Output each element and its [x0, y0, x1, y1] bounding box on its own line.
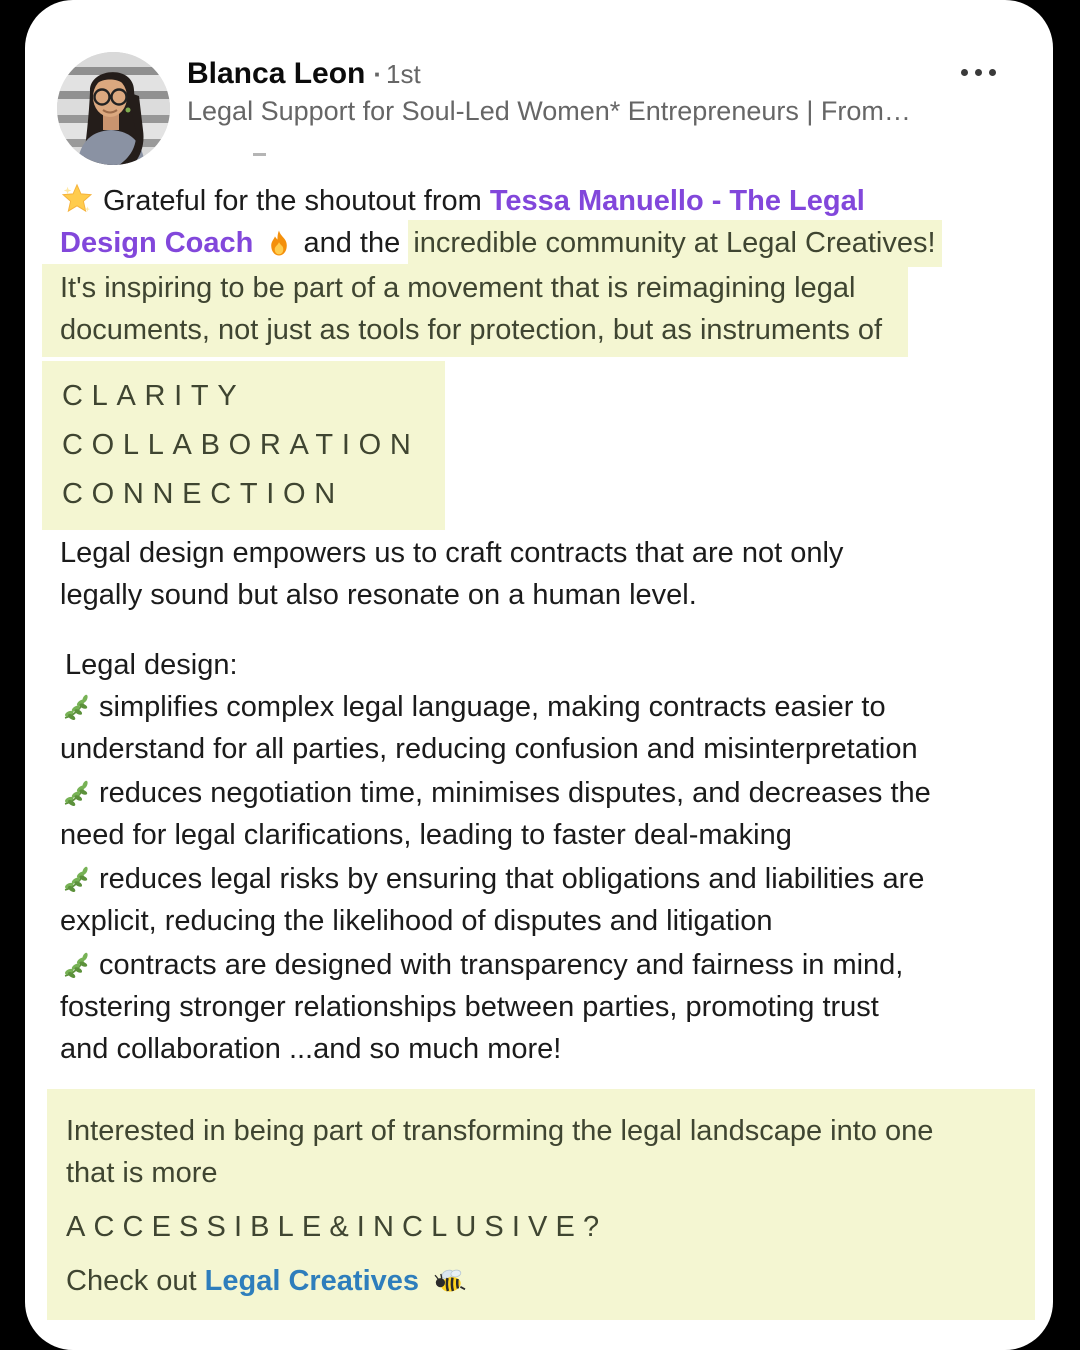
list-item: [60, 772, 1045, 856]
author-row: [187, 56, 421, 92]
cropped-text-artifact: [253, 153, 266, 156]
herb-leaf-icon: [60, 950, 90, 980]
value-line-clarity: CLARITY: [62, 380, 246, 412]
bullet-text: explicit, reducing the likelihood of disputes and litigation: [60, 905, 773, 937]
empowers-line-1: Legal design empowers us to craft contracts that are not only: [60, 537, 844, 569]
ellipsis-dot: [989, 69, 996, 76]
author-name[interactable]: Blanca Leon: [187, 57, 366, 90]
intro-text-2: and the: [295, 227, 409, 259]
bullet-text: fostering stronger relationships between parties, promoting trust: [60, 991, 879, 1023]
intro-line-2: [60, 222, 1035, 264]
bullet-text: simplifies complex legal language, making contracts easier to: [99, 691, 886, 723]
list-item: [60, 858, 1045, 942]
ellipsis-dot: [975, 69, 982, 76]
cta-highlight-block: [47, 1089, 1035, 1320]
post-paragraph-intro: [60, 180, 1035, 357]
empowers-line-2: legally sound but also resonate on a human level.: [60, 579, 697, 611]
cta-emphasis-line: ACCESSIBLE&INCLUSIVE?: [66, 1211, 608, 1243]
author-headline: Legal Support for Soul-Led Women* Entrepreneurs | From…: [187, 96, 911, 126]
avatar[interactable]: [57, 52, 170, 165]
benefits-list: [60, 686, 1045, 1072]
values-highlight-block: [42, 361, 445, 530]
list-item: [60, 686, 1045, 770]
legal-creatives-link[interactable]: Legal Creatives: [204, 1265, 420, 1297]
intro-text-1: Grateful for the shoutout from: [103, 185, 490, 217]
bee-icon: [433, 1266, 467, 1296]
list-heading: Legal design:: [65, 649, 238, 681]
bullet-text: contracts are designed with transparency and fairness in mind,: [99, 949, 904, 981]
bullet-text: reduces negotiation time, minimises disputes, and decreases the: [99, 777, 931, 809]
cta-check-line: [66, 1260, 1005, 1302]
post-paragraph-empowers: [60, 532, 843, 616]
bullet-text: and collaboration ...and so much more!: [60, 1033, 562, 1065]
herb-leaf-icon: [60, 778, 90, 808]
value-line-connection: CONNECTION: [62, 478, 344, 510]
value-line-collaboration: COLLABORATION: [62, 429, 420, 461]
ellipsis-dot: [961, 69, 968, 76]
fire-icon: [265, 228, 293, 258]
intro-highlight-block: [42, 264, 908, 357]
list-item: [60, 944, 1045, 1070]
mention-link-tessa[interactable]: Tessa Manuello - The Legal: [489, 185, 865, 217]
cta-check-text: Check out: [66, 1265, 205, 1297]
connection-degree: 1st: [386, 59, 421, 89]
glowing-star-icon: [60, 182, 94, 216]
intro-highlight: incredible community at Legal Creatives!: [408, 220, 941, 267]
cta-line-2: that is more: [66, 1157, 218, 1189]
post-options-button[interactable]: [953, 50, 1033, 94]
bullet-text: reduces legal risks by ensuring that obligations and liabilities are: [99, 863, 925, 895]
intro-line-4: documents, not just as tools for protection, but as instruments of: [60, 314, 883, 346]
post-card: [25, 0, 1053, 1350]
avatar-photo: [57, 52, 170, 165]
cta-line-1: Interested in being part of transforming the legal landscape into one: [66, 1115, 934, 1147]
intro-line-1: [60, 180, 1035, 222]
name-degree-separator: ·: [373, 59, 383, 89]
bullet-text: understand for all parties, reducing confusion and misinterpretation: [60, 733, 918, 765]
intro-line-3: It's inspiring to be part of a movement that is reimagining legal: [60, 272, 856, 304]
herb-leaf-icon: [60, 692, 90, 722]
mention-link-tessa-cont[interactable]: Design Coach: [60, 227, 254, 259]
herb-leaf-icon: [60, 864, 90, 894]
bullet-text: need for legal clarifications, leading to faster deal-making: [60, 819, 792, 851]
